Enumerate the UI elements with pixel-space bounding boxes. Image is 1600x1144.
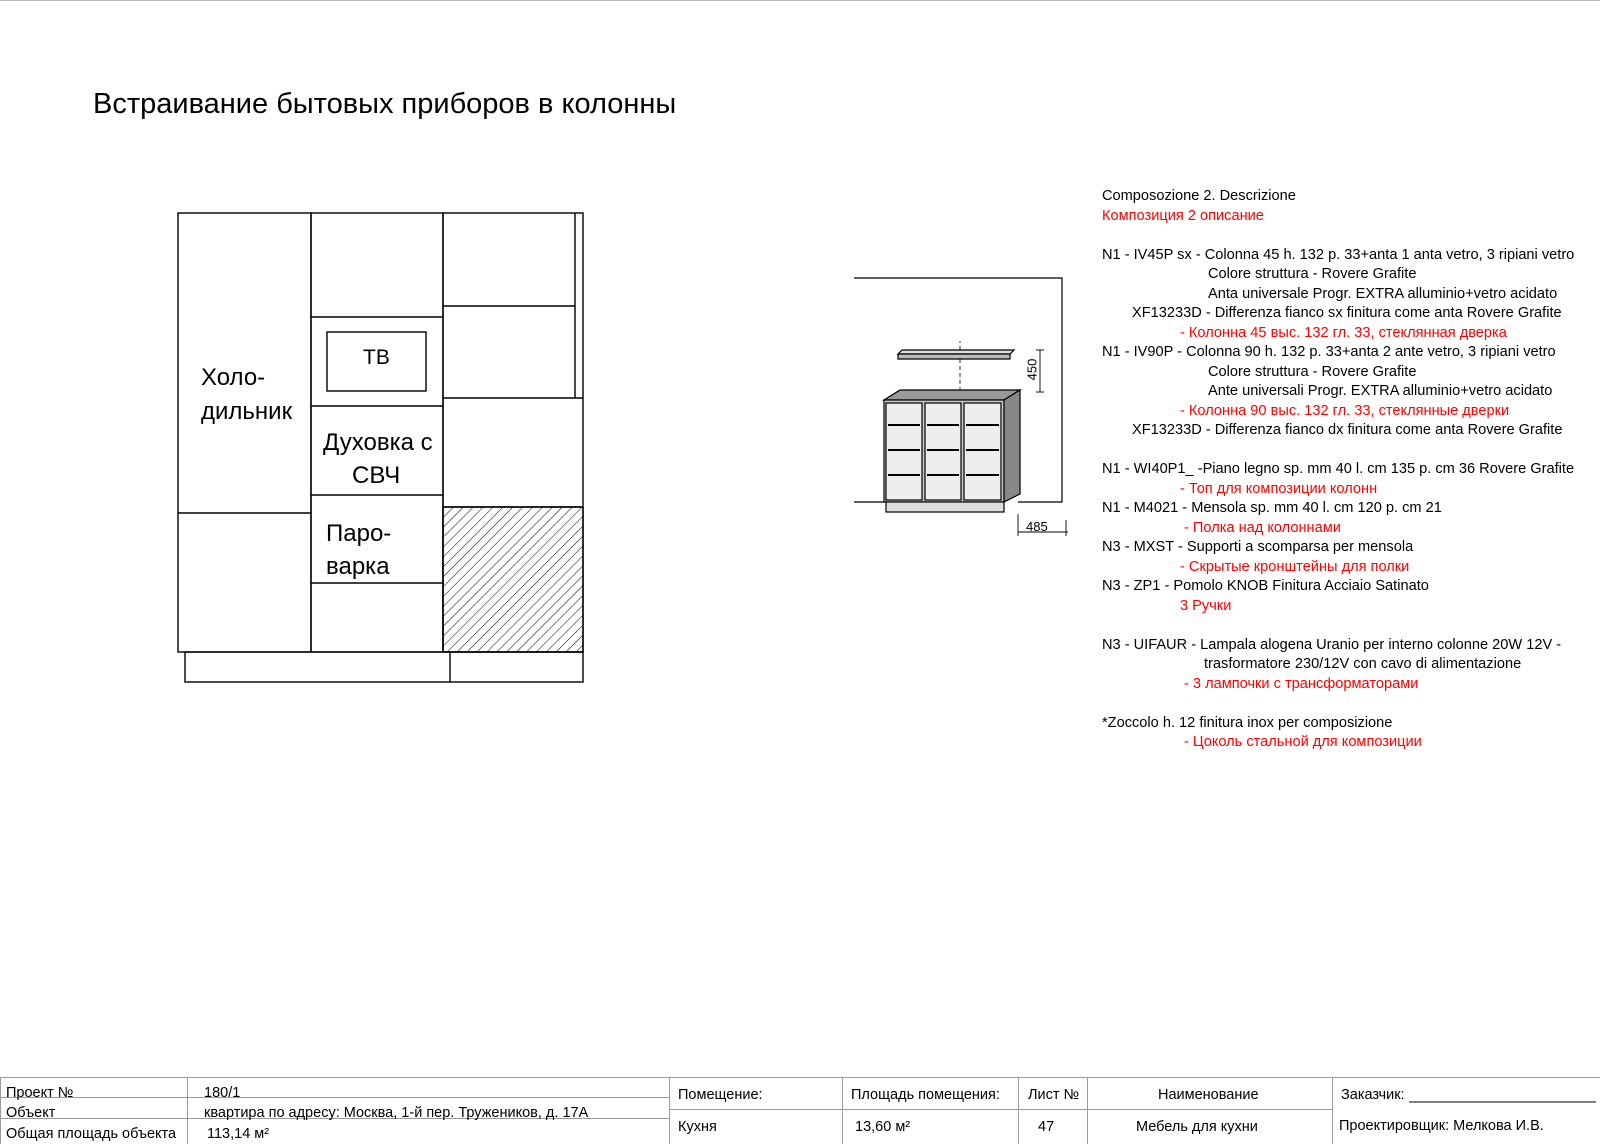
- oven-label-line1: Духовка с: [323, 429, 433, 456]
- room-area-value: 13,60 м²: [855, 1119, 911, 1135]
- description-line: [1102, 441, 1574, 461]
- description-line: Anta universale Progr. EXTRA alluminio+vetro acidato: [1208, 285, 1558, 302]
- description-line: - Цоколь стальной для композиции: [1184, 734, 1422, 750]
- fridge-column: [178, 213, 311, 652]
- name-value: Мебель для кухни: [1136, 1119, 1258, 1135]
- page-title: Встраивание бытовых приборов в колонны: [93, 88, 677, 120]
- object-label: Объект: [6, 1105, 56, 1121]
- glass-door-2: [925, 403, 961, 500]
- sheet-number-label: Лист №: [1028, 1087, 1080, 1103]
- description-line: Composozione 2. Descrizione: [1102, 188, 1296, 204]
- description-line: - 3 лампочки с трансформаторами: [1184, 675, 1419, 692]
- description-line: - Колонна 45 выс. 132 гл. 33, стеклянная дверка: [1180, 324, 1507, 341]
- description-line: [1102, 694, 1574, 714]
- description-line: N1 - IV45P sx - Colonna 45 h. 132 p. 33+anta 1 anta vetro, 3 ripiani vetro: [1102, 246, 1575, 263]
- description-line: N3 - UIFAUR - Lampala alogena Uranio per interno colonne 20W 12V -: [1102, 636, 1562, 653]
- description-line: Ante universali Progr. EXTRA alluminio+vetro acidato: [1208, 383, 1553, 399]
- description-line: Colore struttura - Rovere Grafite: [1208, 363, 1417, 380]
- description-line: [1102, 616, 1574, 636]
- total-area-label: Общая площадь объекта: [6, 1126, 177, 1142]
- tv-label: ТВ: [363, 346, 390, 369]
- project-number-value: 180/1: [204, 1085, 241, 1101]
- name-label: Наименование: [1158, 1087, 1259, 1103]
- oven-label-line2: СВЧ: [352, 462, 401, 489]
- description-line: N3 - ZP1 - Pomolo KNOB Finitura Acciaio Satinato: [1102, 578, 1429, 594]
- description-line: XF13233D - Differenza fianco dx finitura come anta Rovere Grafite: [1132, 422, 1563, 438]
- designer-label: Проектировщик: Мелкова И.В.: [1339, 1118, 1544, 1134]
- fridge-label-line1: Холо-: [201, 364, 266, 391]
- hatched-panel: [443, 507, 583, 652]
- description-line: N3 - MXST - Supporti a scomparsa per mensola: [1102, 539, 1414, 555]
- cabinet-top: [884, 390, 1020, 400]
- description-line: - Топ для композиции колонн: [1180, 480, 1378, 497]
- description-line: N1 - IV90P - Colonna 90 h. 132 p. 33+anta 2 ante vetro, 3 ripiani vetro: [1102, 344, 1556, 360]
- cabinet-side: [1004, 390, 1020, 502]
- steamer-label-line1: Паро-: [326, 520, 392, 547]
- client-label: Заказчик:: [1341, 1087, 1405, 1103]
- description-line: *Zoccolo h. 12 finitura inox per composizione: [1102, 714, 1393, 731]
- right-column: [443, 213, 583, 652]
- description-line: Colore struttura - Rovere Grafite: [1208, 266, 1417, 282]
- description-line: - Колонна 90 выс. 132 гл. 33, стеклянные дверки: [1180, 402, 1510, 419]
- composition-description: [1102, 187, 1574, 753]
- glass-door-3: [964, 403, 1001, 500]
- description-line: 3 Ручки: [1180, 597, 1232, 614]
- description-line: N1 - M4021 - Mensola sp. mm 40 l. cm 120 p. cm 21: [1102, 500, 1442, 516]
- description-line: - Полка над колоннами: [1184, 519, 1341, 536]
- project-number-label: Проект №: [6, 1085, 74, 1101]
- object-value: квартира по адресу: Москва, 1-й пер. Тружеников, д. 17А: [204, 1105, 589, 1121]
- room-area-label: Площадь помещения:: [851, 1087, 1000, 1103]
- page-border-top: [0, 0, 1600, 1]
- description-line: Композиция 2 описание: [1102, 207, 1264, 224]
- description-line: N1 - WI40P1_ -Piano legno sp. mm 40 l. cm 135 p. cm 36 Rovere Grafite: [1102, 461, 1575, 477]
- room-label: Помещение:: [678, 1087, 763, 1103]
- plinth: [185, 652, 583, 682]
- cabinet-plinth: [886, 502, 1004, 512]
- fridge-label-line2: дильник: [201, 398, 293, 425]
- room-value: Кухня: [678, 1119, 717, 1135]
- total-area-value: 113,14 м²: [207, 1126, 270, 1142]
- wall-corner-lines: [854, 278, 1062, 502]
- height-dimension-label: 450: [1024, 358, 1040, 381]
- description-line: XF13233D - Differenza fianco sx finitura come anta Rovere Grafite: [1132, 305, 1562, 321]
- cabinet-front: [884, 400, 1004, 502]
- description-line: [1102, 226, 1574, 246]
- steamer-label-line2: варка: [326, 553, 390, 580]
- description-line: trasformatore 230/12V con cavo di alimentazione: [1204, 656, 1522, 672]
- sheet-number-value: 47: [1038, 1119, 1055, 1135]
- glass-door-1: [886, 403, 922, 500]
- shelf: [898, 350, 1014, 354]
- depth-dimension-label: 485: [1026, 519, 1048, 534]
- description-line: - Скрытые кронштейны для полки: [1180, 558, 1410, 575]
